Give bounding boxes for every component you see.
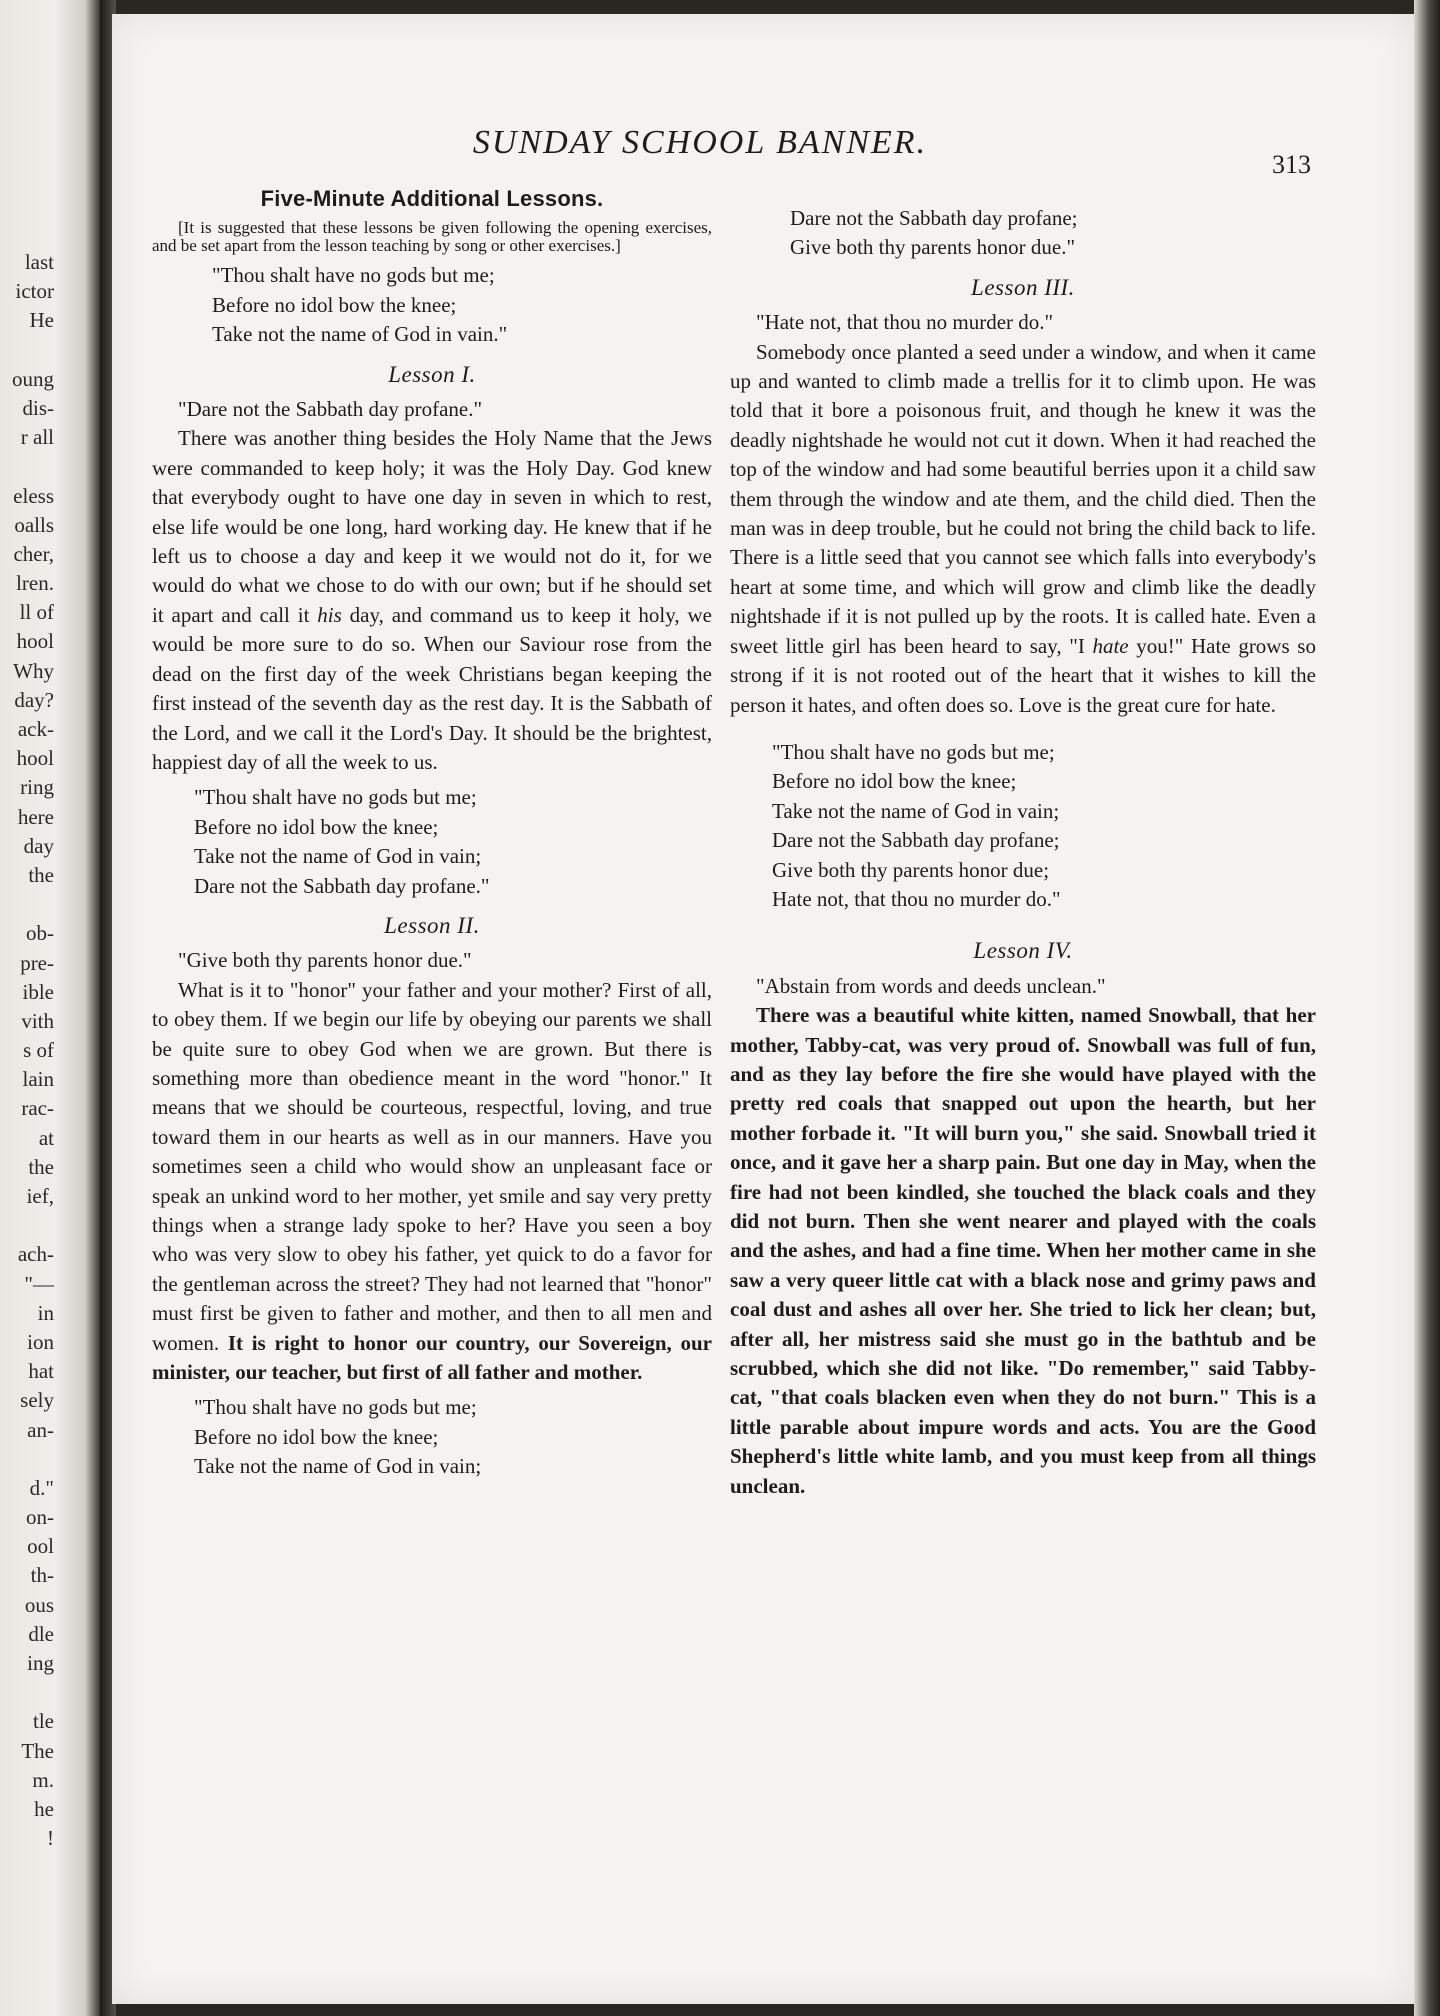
facing-page xyxy=(0,0,100,2016)
verse-line: Take not the name of God in vain; xyxy=(772,798,1060,823)
lesson-2-quote: "Give both thy parents honor due." xyxy=(178,948,472,973)
facing-page-fragment: d." xyxy=(29,1475,54,1500)
facing-page-fragment xyxy=(0,452,54,481)
facing-page-fragments xyxy=(0,248,54,1853)
facing-page-fragment: lren. xyxy=(16,571,54,596)
verse-line: Hate not, that thou no murder do." xyxy=(772,886,1061,911)
lesson-4-body: There was a beautiful white kitten, named Snowball, that her mother, Tabby-cat, was very proud of. Snowball was full of fun, and as they lay before the fire she would have played with the pretty red coals that snapped out upon the hearth, but her mother forbade it. "It will burn you," she said. Snowball tried it once, and it gave her a sharp pain. But one day in May, when the fire had not been kindled, she touched the black coals and they did not burn. Then she went nearer and played with the coals and the ashes, and had a fine time. When her mother came in she saw a very queer little cat with a black nose and grimy paws and coal dust and ashes all over her. She tried to lick her clean; but, after all, her mistress said she must go in the bathtub and be scrubbed, which she did not like. "Do remember," said Tabby-cat, "that coals blacken even when they do not burn." This is a little parable about impure words and acts. You are the Good Shepherd's little white lamb, and you must keep from all things unclean. xyxy=(730,1003,1316,1498)
editorial-note: [It is suggested that these lessons be given following the opening exercises, and be set apart from the lesson teaching by song or other exercises.] xyxy=(152,218,712,256)
lesson-2-body-bold: It is right to honor our country, our Sovereign, our minister, our teacher, but first of all father and mother. xyxy=(152,1330,712,1385)
facing-page-fragment: in xyxy=(37,1300,54,1325)
verse-line: Take not the name of God in vain; xyxy=(194,844,482,869)
facing-page-fragment: last xyxy=(24,250,54,274)
verse-continued xyxy=(730,204,1316,263)
facing-page-fragment: ach- xyxy=(17,1242,54,1267)
facing-page-fragment: cher, xyxy=(13,541,54,566)
verse-line: Dare not the Sabbath day profane; xyxy=(772,828,1060,853)
verse-line: "Thou shalt have no gods but me; xyxy=(194,1395,477,1420)
facing-page-fragment: oalls xyxy=(14,512,54,537)
verse-line: Take not the name of God in vain; xyxy=(194,1454,482,1479)
lesson-1-verse xyxy=(152,783,712,901)
lesson-1-body-b: day, and command us to keep it holy, we would be more sure to do so. When our Saviour rose from the dead on the first day of the week Christians began keeping the first instead of the seventh day as the rest day. It is the Sabbath of the Lord, and we call it the Lord's Day. It should be the brightest, happiest day of all the week to us. xyxy=(152,602,712,774)
facing-page-fragment: ring xyxy=(20,775,54,800)
facing-page-fragment: ll of xyxy=(19,600,54,625)
left-column xyxy=(152,184,712,1490)
section-title: Five-Minute Additional Lessons. xyxy=(260,186,604,211)
facing-page-fragment: tle xyxy=(33,1709,54,1734)
verse-line: Before no idol bow the knee; xyxy=(194,814,439,839)
facing-page-fragment: m. xyxy=(32,1767,54,1792)
facing-page-fragment: day? xyxy=(14,687,54,712)
lesson-3-verse xyxy=(730,738,1316,914)
page-number: 313 xyxy=(1272,150,1311,179)
verse-line: Before no idol bow the knee; xyxy=(772,769,1017,794)
verse-line: "Thou shalt have no gods but me; xyxy=(772,739,1055,764)
facing-page-fragment: lain xyxy=(22,1067,54,1092)
facing-page-fragment: hool xyxy=(16,746,54,771)
facing-page-fragment: He xyxy=(29,308,54,333)
lesson-3-quote: "Hate not, that thou no murder do." xyxy=(756,310,1054,335)
facing-page-fragment: dle xyxy=(28,1621,54,1646)
lesson-3-body-b: you!" Hate grows so strong if it is not rooted out of the heart that it wishes to kill the person it hates, and often does so. Love is the great cure for hate. xyxy=(730,633,1316,717)
right-column xyxy=(730,204,1316,1501)
facing-page-fragment: rac- xyxy=(21,1096,54,1121)
facing-page-fragment: ob- xyxy=(26,921,54,946)
lesson-2-body xyxy=(152,976,712,1388)
verse-line: Give both thy parents honor due." xyxy=(790,235,1076,260)
lesson-4-heading: Lesson IV. xyxy=(973,938,1073,964)
verse-line: Dare not the Sabbath day profane; xyxy=(790,206,1078,230)
lesson-2-body-text: What is it to "honor" your father and your mother? First of all, to obey them. If we begin our life by obeying our parents we shall be quite sure to obey God when we are grown. But there is something more than obedience meant in the word "honor." It means that we should be courteous, respectful, loving, and true toward them in our hearts as well as in our manners. Have you sometimes seen a child who would show an unpleasant face or speak an unkind word to her mother, yet smile and say very pretty things when a strange lady spoke to her? Have you seen a boy who was very slow to obey his father, yet quick to do a favor for the gentleman across the street? They had not learned that "honor" must first be given to father and mother, and then to all men and women. xyxy=(152,977,712,1355)
facing-page-fragment: the xyxy=(28,862,54,887)
facing-page-fragment: ack- xyxy=(17,717,54,741)
lesson-2-verse xyxy=(152,1393,712,1481)
facing-page-fragment: eless xyxy=(13,483,54,508)
facing-page-fragment: at xyxy=(38,1125,54,1150)
facing-page-fragment: an- xyxy=(27,1417,54,1442)
facing-page-fragment: ief, xyxy=(26,1184,54,1208)
facing-page-fragment: hool xyxy=(16,629,54,654)
facing-page-fragment: ion xyxy=(27,1329,54,1354)
facing-page-fragment: ool xyxy=(27,1534,54,1559)
verse-line: Dare not the Sabbath day profane." xyxy=(194,873,490,898)
facing-page-fragment xyxy=(0,336,54,365)
running-head: SUNDAY SCHOOL BANNER. xyxy=(472,124,928,161)
facing-page-fragment xyxy=(0,890,54,919)
facing-page-fragment: s of xyxy=(23,1038,54,1063)
lesson-3-body-a: Somebody once planted a seed under a window, and when it came up and wanted to climb made a trellis for it to climb upon. He was told that it bore a poisonous fruit, and though he knew it was the deadly nightshade he would not cut it down. When it had reached the top of the window and had some beautiful berries upon it a child saw them through the window and ate them, and the child died. Then the man was in deep trouble, but he could not bring the child back to life. There is a little seed that you cannot see which falls into everybody's heart at some time, and which will grow and climb like the deadly nightshade if it is not pulled up by the roots. It is called hate. Even a sweet little girl has been heard to say, "I xyxy=(730,339,1316,658)
facing-page-fragment: he xyxy=(34,1796,54,1821)
facing-page-fragment: on- xyxy=(26,1505,54,1530)
facing-page-fragment: day xyxy=(23,833,54,858)
verse-line: "Thou shalt have no gods but me; xyxy=(194,785,477,810)
facing-page-fragment: oung xyxy=(12,366,54,391)
lesson-1-heading: Lesson I. xyxy=(388,361,476,387)
facing-page-fragment: ing xyxy=(27,1651,54,1675)
facing-page-fragment: The xyxy=(21,1738,54,1763)
facing-page-fragment: th- xyxy=(30,1563,54,1588)
verse-line: Before no idol bow the knee; xyxy=(212,292,457,317)
lesson-1-body xyxy=(152,424,712,777)
facing-page-fragment: ! xyxy=(47,1826,54,1851)
facing-page-fragment xyxy=(0,1445,54,1474)
facing-page-fragment: dis- xyxy=(22,395,54,420)
facing-page-fragment xyxy=(0,1678,54,1707)
facing-page-fragment: hat xyxy=(28,1359,54,1384)
verse-line: Give both thy parents honor due; xyxy=(772,857,1050,882)
facing-page-fragment: ictor xyxy=(15,279,54,304)
facing-page-fragment: r all xyxy=(20,425,54,450)
verse-line: Before no idol bow the knee; xyxy=(194,1424,439,1449)
verse-intro xyxy=(152,261,712,349)
facing-page-fragment: pre- xyxy=(20,950,54,975)
page-edge xyxy=(1414,0,1440,2016)
lesson-2-heading: Lesson II. xyxy=(384,912,480,938)
lesson-1-body-italic: his xyxy=(317,602,342,627)
lesson-1-quote: "Dare not the Sabbath day profane." xyxy=(178,397,483,422)
facing-page-fragment: ous xyxy=(24,1592,54,1617)
facing-page-fragment: sely xyxy=(20,1388,54,1413)
facing-page-fragment: "— xyxy=(24,1271,54,1296)
facing-page-fragment: vith xyxy=(21,1008,54,1033)
facing-page-fragment: ible xyxy=(22,979,54,1004)
facing-page-fragment: here xyxy=(17,804,54,829)
lesson-4-quote: "Abstain from words and deeds unclean." xyxy=(756,973,1106,998)
facing-page-fragment: Why xyxy=(13,658,54,683)
lesson-1-body-a: There was another thing besides the Holy Name that the Jews were commanded to keep holy; it was the Holy Day. God knew that everybody ought to have one day in seven in which to rest, else life would be one long, hard working day. He knew that if he left us to choose a day and keep it we would not do it, for we would do what we chose to do with our own; but if he should set it apart and call it xyxy=(152,426,712,627)
facing-page-fragment xyxy=(0,1211,54,1240)
verse-line: Take not the name of God in vain." xyxy=(212,322,508,347)
verse-line: "Thou shalt have no gods but me; xyxy=(212,263,495,288)
facing-page-fragment: the xyxy=(28,1154,54,1179)
lesson-3-body xyxy=(730,338,1316,720)
lesson-3-body-italic: hate xyxy=(1092,633,1129,658)
lesson-3-heading: Lesson III. xyxy=(971,274,1075,300)
